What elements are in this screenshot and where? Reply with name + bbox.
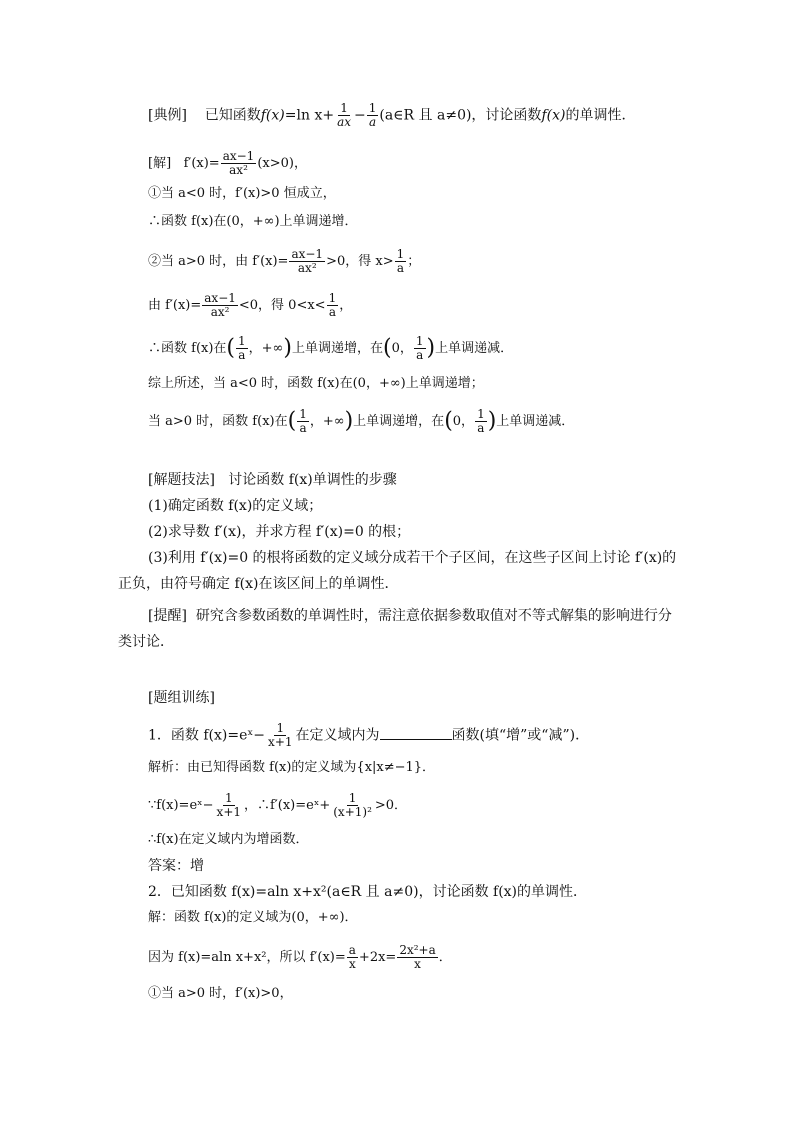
method-tip: [提醒] 研究含参数函数的单调性时，需注意依据参数取值对不等式解集的影响进行分类讨论． xyxy=(118,608,672,650)
answer-1-line-2: ∵f(x)=eˣ− $\frac{1}{x+1}$ ，∴f′(x)=eˣ+ $\frac{1}{\text{(x+1)²}}$ >0． xyxy=(148,791,408,819)
question-2: 2．已知函数 f(x)=aln x+x²(a∈R 且 a≠0)，讨论函数 f(x)的单调性． xyxy=(148,884,588,900)
example-tag: [典例] xyxy=(148,107,187,124)
fraction: $\frac{1}{x+1}$ xyxy=(216,791,242,819)
fraction: $\frac{\text{2x²+a}}{x}$ xyxy=(399,943,436,971)
method-tag: [解题技法] xyxy=(148,472,215,488)
fraction: $\frac{ax-1}{\text{ax²}}$ xyxy=(291,247,324,275)
method-step-3: (3)利用 f′(x)=0 的根将函数的定义域分成若干个子区间，在这些子区间上讨论 f′(x)的正负，由符号确定 f(x)在该区间上的单调性． xyxy=(118,550,677,592)
answer-2-line-3: ①当 a>0 时，f′(x)>0， xyxy=(148,986,293,1001)
example-statement: [典例] 已知函数f(x)=ln x+ $\frac{1}{ax}$ − $\frac{1}{a}$ (a∈R 且 a≠0)，讨论函数f(x)的单调性． xyxy=(148,101,636,129)
question-1: 1．函数 f(x)=eˣ− $\frac{1}{x+1}$ 在定义域内为 函数(填“增”或“减”)． xyxy=(148,721,590,749)
solution-line-2: ①当 a<0 时，f′(x)>0 恒成立， xyxy=(148,186,336,201)
fraction: $\frac{ax-1}{\text{ax²}}$ xyxy=(222,149,255,177)
fraction: $\frac{1}{a}$ xyxy=(477,407,485,435)
fraction: $\frac{1}{a}$ xyxy=(396,247,405,275)
solution-line-6: ∴函数 f(x)在( $\frac{1}{a}$ ，+∞)上单调递增，在(0， $\frac{1}{a}$ )上单调递减． xyxy=(148,334,514,362)
fraction: $\frac{1}{a}$ xyxy=(238,334,246,362)
answer-blank xyxy=(380,725,452,740)
solution-line-4: ②当 a>0 时，由 f′(x)= $\frac{ax-1}{\text{ax²}}$ >0，得 x> $\frac{1}{a}$ ； xyxy=(148,247,421,275)
fraction: $\frac{1}{a}$ xyxy=(415,334,424,362)
fraction: $\frac{ax-1}{\text{ax²}}$ xyxy=(204,291,236,319)
solution-tag: [解] xyxy=(148,156,172,171)
fraction: $\frac{1}{a}$ xyxy=(299,407,307,435)
solution-line-1: [解] f′(x)= $\frac{ax-1}{\text{ax²}}$ (x>0)， xyxy=(148,149,307,177)
fraction: $\frac{a}{x}$ xyxy=(348,943,356,971)
answer-1-line-1: 解析：由已知得函数 f(x)的定义域为{x|x≠−1}． xyxy=(148,760,436,775)
answer-1-result: 答案：增 xyxy=(148,858,204,874)
fraction: $\frac{1}{\text{(x+1)²}}$ xyxy=(333,791,372,819)
solution-line-8: 当 a>0 时，函数 f(x)在( $\frac{1}{a}$ ，+∞)上单调递增，在(0， $\frac{1}{a}$ )上单调递减． xyxy=(148,407,575,435)
solution-line-5: 由 f′(x)= $\frac{ax-1}{\text{ax²}}$ <0，得 0<x< $\frac{1}{a}$ ， xyxy=(148,291,353,319)
method-heading: [解题技法] 讨论函数 f(x)单调性的步骤 xyxy=(148,472,397,488)
method-step-2: (2)求导数 f′(x)，并求方程 f′(x)=0 的根； xyxy=(148,524,411,540)
solution-line-3: ∴函数 f(x)在(0，+∞)上单调递增． xyxy=(148,214,358,229)
tip-tag: [提醒] xyxy=(148,608,187,624)
practice-heading: [题组训练] xyxy=(148,690,215,706)
answer-2-line-1: 解：函数 f(x)的定义域为(0，+∞)． xyxy=(148,910,358,925)
fraction: $\frac{1}{a}$ xyxy=(368,101,377,129)
answer-1-line-3: ∴f(x)在定义域内为增函数． xyxy=(148,832,309,847)
fraction: $\frac{1}{a}$ xyxy=(328,291,337,319)
answer-2-line-2: 因为 f(x)=aln x+x²，所以 f′(x)= $\frac{a}{x}$ +2x= $\frac{\text{2x²+a}}{x}$ ． xyxy=(148,943,452,971)
solution-line-7: 综上所述，当 a<0 时，函数 f(x)在(0，+∞)上单调递增； xyxy=(148,376,484,391)
fraction: $\frac{1}{ax}$ xyxy=(337,101,351,129)
method-step-1: (1)确定函数 f(x)的定义域； xyxy=(148,498,323,514)
fraction: $\frac{1}{x+1}$ xyxy=(268,721,293,749)
